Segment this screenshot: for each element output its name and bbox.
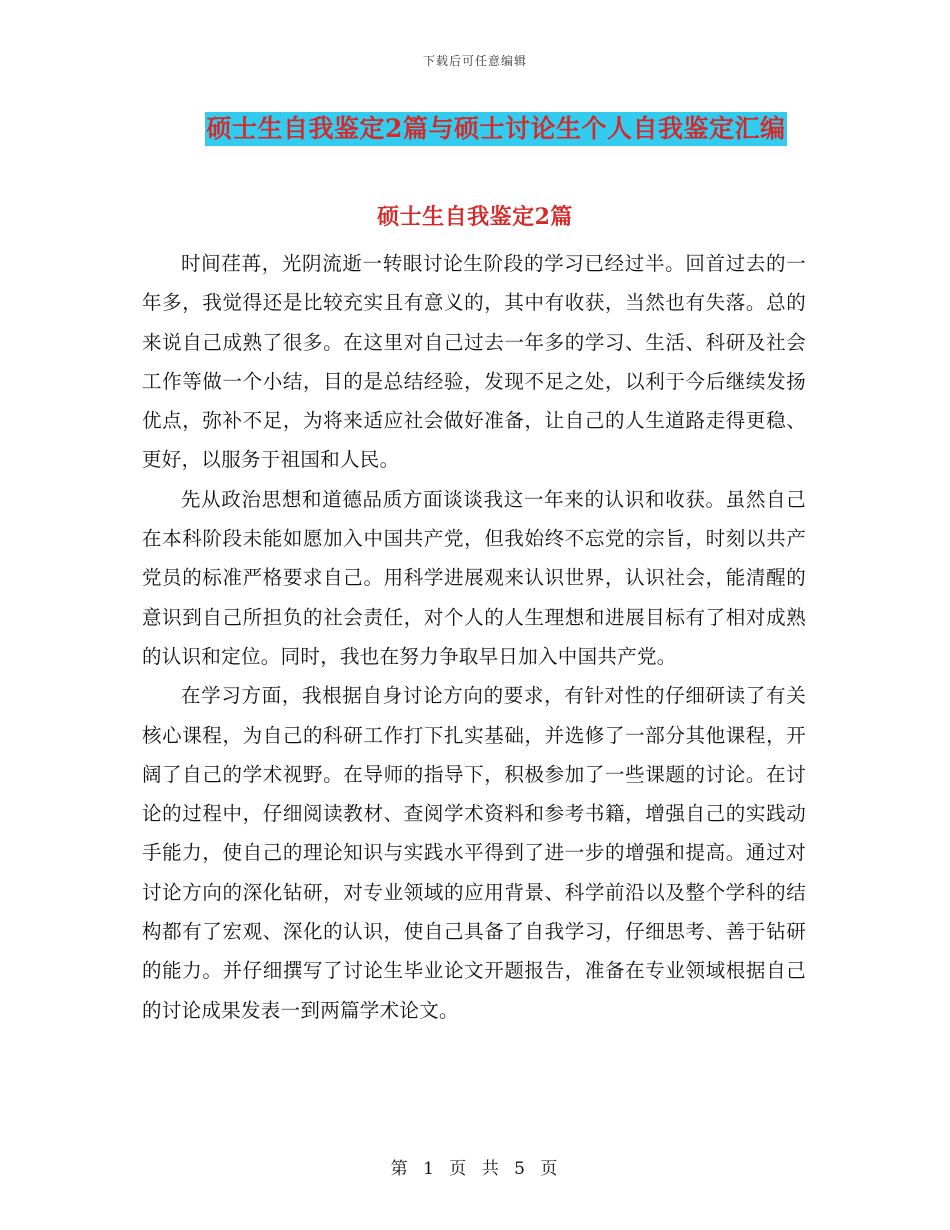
document-title-container <box>0 112 950 146</box>
document-body <box>142 244 806 1030</box>
paragraph: 时间荏苒，光阴流逝一转眼讨论生阶段的学习已经过半。回首过去的一年多，我觉得还是比较充实且有意义的，其中有收获，当然也有失落。总的来说自己成熟了很多。在这里对自己过去一年多的学习、生活、科研及社会工作等做一个小结，目的是总结经验，发现不足之处，以利于今后继续发扬优点，弥补不足，为将来适应社会做好准备，让自己的人生道路走得更稳、更好，以服务于祖国和人民。 <box>142 252 806 472</box>
page-header-note: 下载后可任意编辑 <box>422 54 527 68</box>
document-title: 硕士生自我鉴定2篇与硕士讨论生个人自我鉴定汇编 <box>205 112 788 146</box>
paragraph: 先从政治思想和道德品质方面谈谈我这一年来的认识和收获。虽然自己在本科阶段未能如愿加入中国共产党，但我始终不忘党的宗旨，时刻以共产党员的标准严格要求自己。用科学进展观来认识世界，认识社会，能清醒的意识到自己所担负的社会责任，对个人的人生理想和进展目标有了相对成熟的认识和定位。同时，我也在努力争取早日加入中国共产党。 <box>142 487 806 668</box>
section-title: 硕士生自我鉴定2篇 <box>377 204 573 230</box>
paragraph: 在学习方面，我根据自身讨论方向的要求，有针对性的仔细研读了有关核心课程，为自己的科研工作打下扎实基础，并选修了一部分其他课程，开阔了自己的学术视野。在导师的指导下，积极参加了一些课题的讨论。在讨论的过程中，仔细阅读教材、查阅学术资料和参考书籍，增强自己的实践动手能力，使自己的理论知识与实践水平得到了进一步的增强和提高。通过对讨论方向的深化钻研，对专业领域的应用背景、科学前沿以及整个学科的结构都有了宏观、深化的认识，使自己具备了自我学习，仔细思考、善于钻研的能力。并仔细撰写了讨论生毕业论文开题报告，准备在专业领域根据自己的讨论成果发表一到两篇学术论文。 <box>142 684 806 1022</box>
page-number-footer: 第 1 页 共 5 页 <box>390 1159 560 1179</box>
